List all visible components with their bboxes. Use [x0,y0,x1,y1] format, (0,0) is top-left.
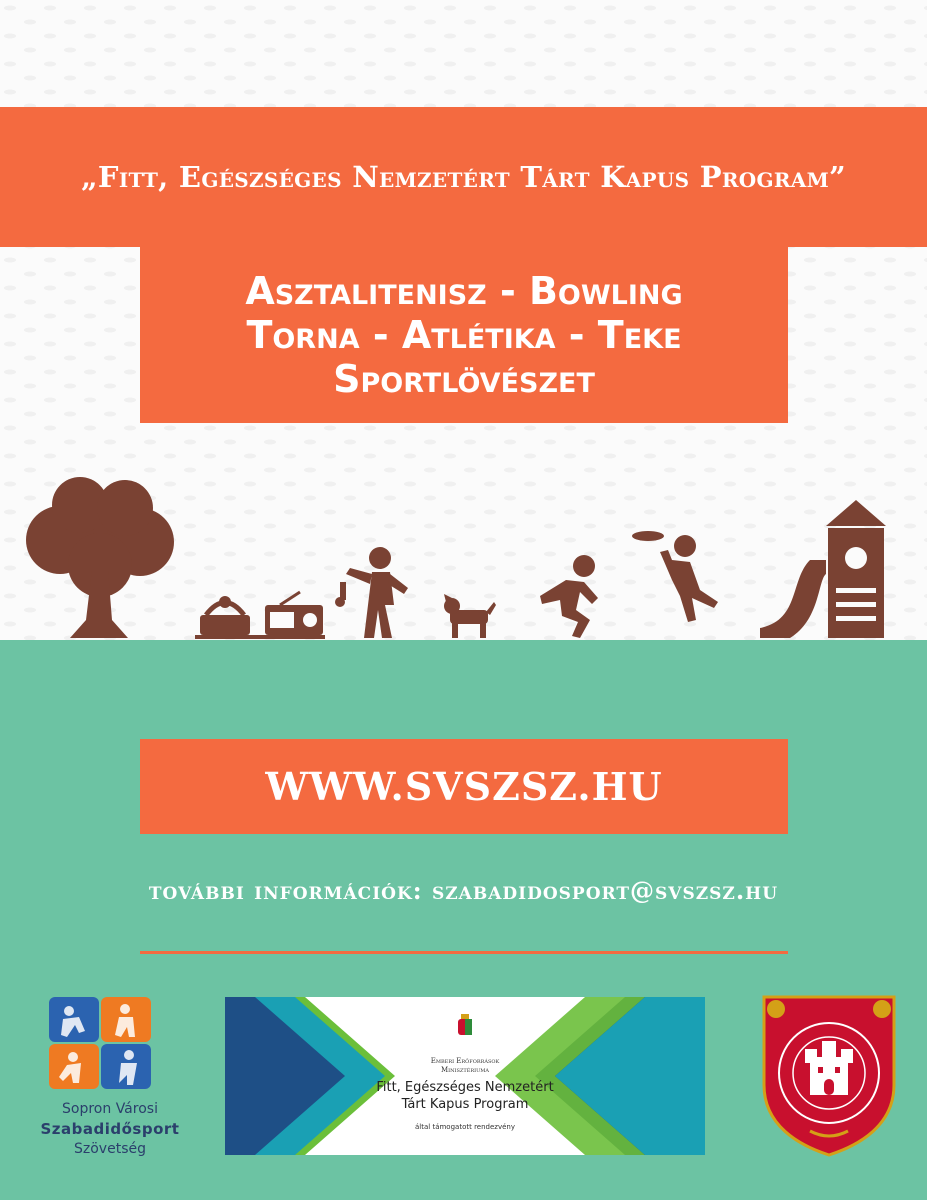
picnic-basket-icon [200,596,250,635]
program-title: „Fitt, Egészséges Nemzetért Tárt Kapus Program” [80,160,847,194]
contact-info: további információk: szabadidosport@svszsz.hu [148,876,779,905]
radio-icon [265,592,323,635]
playground-slide-icon [760,500,886,638]
park-activities-illustration [0,470,927,642]
ministry-name-line-2: Minisztériuma [440,1066,490,1074]
ministry-banner-text [225,997,705,1155]
sports-line-2: Torna - Atlétika - Teke [246,313,682,357]
federation-logo-text [35,1099,185,1159]
federation-line-2: Szabadidősport [40,1120,180,1138]
sports-line-1: Asztalitenisz - Bowling [245,269,683,313]
runner-icon [540,555,598,638]
dancer-icon [335,547,408,638]
federation-logo-mark [49,997,151,1089]
federation-line-3: Szövetség [74,1141,146,1157]
city-crest-icon [760,995,898,1157]
ministry-supported: által támogatott rendezvény [415,1123,515,1131]
divider-line [140,951,788,954]
website-link[interactable]: WWW.SVSZSZ.HU [265,764,663,809]
ministry-program-line-1: Fitt, Egészséges Nemzetért [376,1080,554,1095]
federation-logo [35,995,185,1165]
sports-line-3: Sportlövészet [333,357,595,401]
tree-icon [26,477,174,638]
website-box [140,739,788,834]
sports-list-box [140,247,788,423]
ministry-program-line-2: Tárt Kapus Program [401,1097,529,1112]
program-title-banner [0,107,927,247]
dog-icon [444,594,496,638]
ministry-program [225,1079,705,1113]
ministry-name [225,1057,705,1075]
ministry-name-line-1: Emberi Erőforrások [430,1057,500,1065]
federation-line-1: Sopron Városi [62,1101,158,1117]
ministry-banner [225,997,705,1155]
frisbee-player-icon [632,531,718,622]
